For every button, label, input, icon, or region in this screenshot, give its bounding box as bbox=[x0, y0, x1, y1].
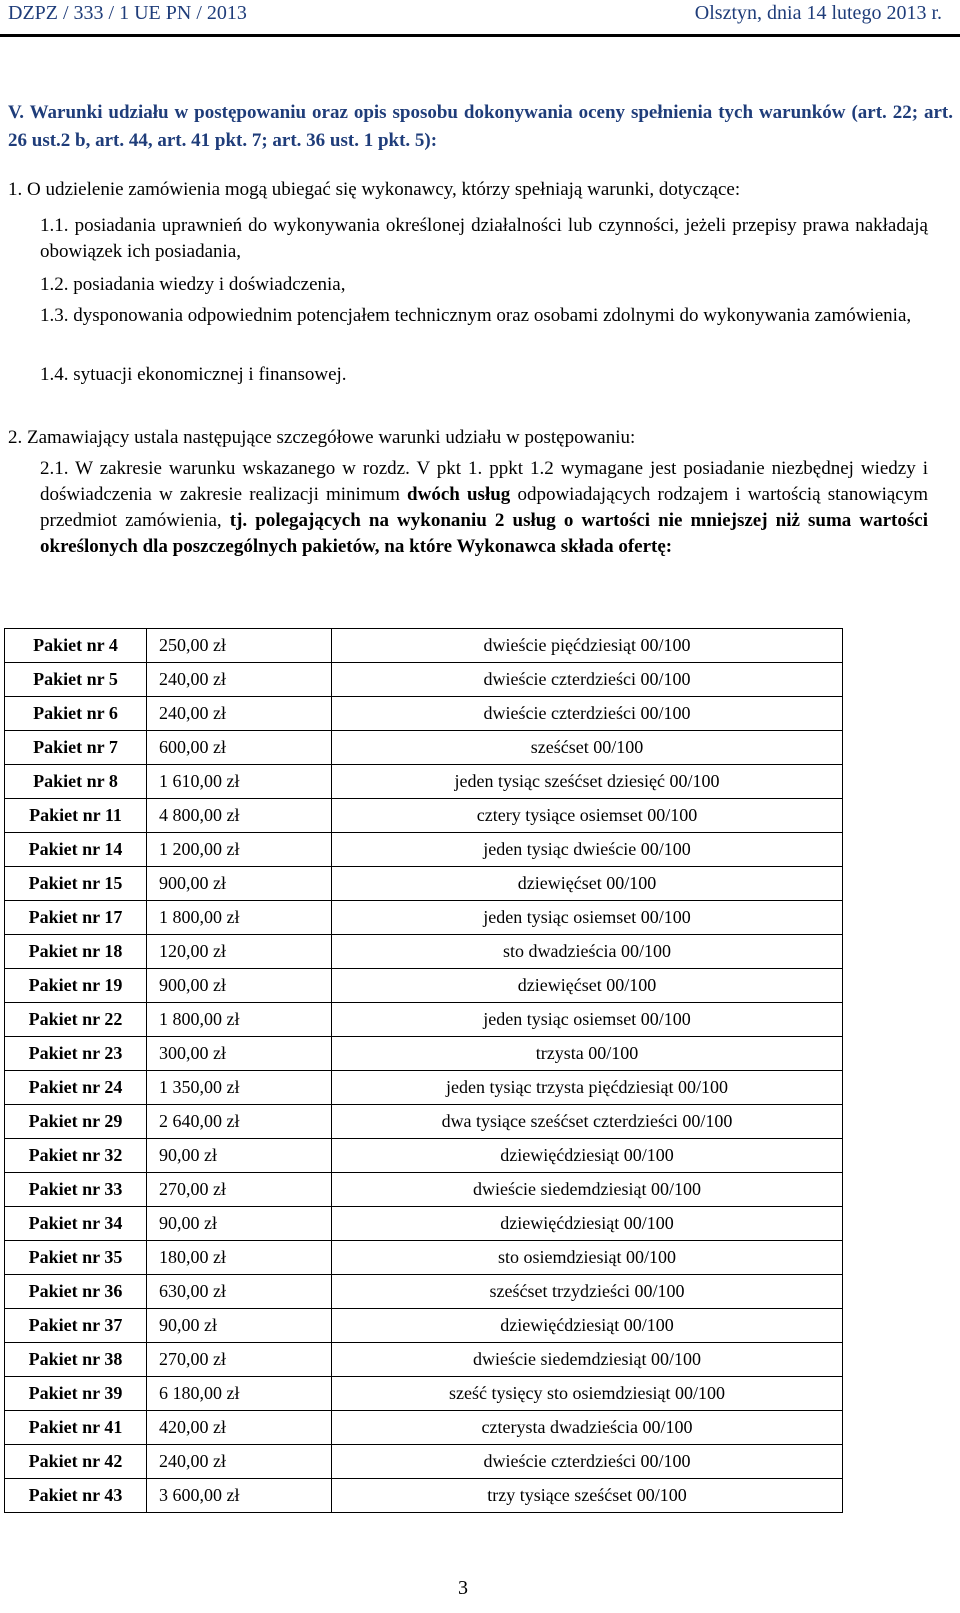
package-name: Pakiet nr 24 bbox=[5, 1071, 147, 1105]
package-name: Pakiet nr 38 bbox=[5, 1343, 147, 1377]
package-amount-words: dziewięćset 00/100 bbox=[332, 969, 843, 1003]
document-reference: DZPZ / 333 / 1 UE PN / 2013 bbox=[8, 2, 247, 24]
package-amount: 240,00 zł bbox=[147, 1445, 332, 1479]
package-amount-words: dwieście czterdzieści 00/100 bbox=[332, 697, 843, 731]
package-amount: 600,00 zł bbox=[147, 731, 332, 765]
package-name: Pakiet nr 11 bbox=[5, 799, 147, 833]
package-amount-words: jeden tysiąc trzysta pięćdziesiąt 00/100 bbox=[332, 1071, 843, 1105]
package-amount: 1 610,00 zł bbox=[147, 765, 332, 799]
place-and-date: Olsztyn, dnia 14 lutego 2013 r. bbox=[694, 2, 942, 24]
package-amount: 1 800,00 zł bbox=[147, 901, 332, 935]
package-amount-words: trzy tysiące sześćset 00/100 bbox=[332, 1479, 843, 1513]
package-amount: 2 640,00 zł bbox=[147, 1105, 332, 1139]
package-amount: 90,00 zł bbox=[147, 1139, 332, 1173]
table-row bbox=[5, 1105, 843, 1139]
package-amount: 1 350,00 zł bbox=[147, 1071, 332, 1105]
package-amount: 90,00 zł bbox=[147, 1309, 332, 1343]
package-amount-words: jeden tysiąc sześćset dziesięć 00/100 bbox=[332, 765, 843, 799]
package-amount: 420,00 zł bbox=[147, 1411, 332, 1445]
paragraph-2-1-bold-d: tj. polegających na wykonaniu 2 usług o wartości nie mniejszej niż suma wartości określonych dla poszczególnych pakietów, na które Wykonawca składa ofertę: bbox=[40, 510, 928, 557]
section-title: V. Warunki udziału w postępowaniu oraz opis sposobu dokonywania oceny spełnienia tych warunków (art. 22; art. 26 ust.2 b, art. 44, art. 41 pkt. 7; art. 36 ust. 1 pkt. 5): bbox=[8, 102, 953, 151]
package-name: Pakiet nr 42 bbox=[5, 1445, 147, 1479]
package-amount-words: trzysta 00/100 bbox=[332, 1037, 843, 1071]
package-amount: 120,00 zł bbox=[147, 935, 332, 969]
package-name: Pakiet nr 43 bbox=[5, 1479, 147, 1513]
paragraph-2-1-text-c: odpowiadających rodzajem i wartością stanowiącym przedmiot zamówienia, bbox=[40, 484, 928, 531]
paragraph-2: 2. Zamawiający ustala następujące szczegółowe warunki udziału w postępowaniu: bbox=[8, 427, 636, 448]
package-amount: 250,00 zł bbox=[147, 629, 332, 663]
table-row bbox=[5, 1377, 843, 1411]
package-amount: 240,00 zł bbox=[147, 697, 332, 731]
page-number: 3 bbox=[458, 1577, 468, 1599]
table-row bbox=[5, 969, 843, 1003]
table-row bbox=[5, 1275, 843, 1309]
package-amount: 900,00 zł bbox=[147, 867, 332, 901]
table-row bbox=[5, 1309, 843, 1343]
table-row bbox=[5, 1479, 843, 1513]
package-amount: 240,00 zł bbox=[147, 663, 332, 697]
package-amount: 1 200,00 zł bbox=[147, 833, 332, 867]
package-amount: 3 600,00 zł bbox=[147, 1479, 332, 1513]
package-amount: 300,00 zł bbox=[147, 1037, 332, 1071]
package-name: Pakiet nr 22 bbox=[5, 1003, 147, 1037]
package-amount-words: sto osiemdziesiąt 00/100 bbox=[332, 1241, 843, 1275]
package-amount-words: sześćset 00/100 bbox=[332, 731, 843, 765]
package-amount-words: dziewięćdziesiąt 00/100 bbox=[332, 1309, 843, 1343]
paragraph-1-3: 1.3. dysponowania odpowiednim potencjałem technicznym oraz osobami zdolnymi do wykonywania zamówienia, bbox=[40, 305, 912, 326]
package-amount: 1 800,00 zł bbox=[147, 1003, 332, 1037]
package-amount-words: jeden tysiąc osiemset 00/100 bbox=[332, 901, 843, 935]
package-amount: 180,00 zł bbox=[147, 1241, 332, 1275]
package-name: Pakiet nr 7 bbox=[5, 731, 147, 765]
package-name: Pakiet nr 23 bbox=[5, 1037, 147, 1071]
package-amount: 270,00 zł bbox=[147, 1343, 332, 1377]
table-row bbox=[5, 833, 843, 867]
package-name: Pakiet nr 32 bbox=[5, 1139, 147, 1173]
package-amount: 6 180,00 zł bbox=[147, 1377, 332, 1411]
paragraph-1-2: 1.2. posiadania wiedzy i doświadczenia, bbox=[40, 274, 346, 295]
table-row bbox=[5, 1445, 843, 1479]
package-amount: 900,00 zł bbox=[147, 969, 332, 1003]
package-name: Pakiet nr 8 bbox=[5, 765, 147, 799]
paragraph-1-4: 1.4. sytuacji ekonomicznej i finansowej. bbox=[40, 364, 347, 385]
table-row bbox=[5, 1003, 843, 1037]
package-name: Pakiet nr 34 bbox=[5, 1207, 147, 1241]
package-amount: 90,00 zł bbox=[147, 1207, 332, 1241]
package-name: Pakiet nr 15 bbox=[5, 867, 147, 901]
package-name: Pakiet nr 35 bbox=[5, 1241, 147, 1275]
table-row bbox=[5, 1173, 843, 1207]
package-amount-words: czterysta dwadzieścia 00/100 bbox=[332, 1411, 843, 1445]
package-amount: 270,00 zł bbox=[147, 1173, 332, 1207]
package-amount-words: dwieście czterdzieści 00/100 bbox=[332, 663, 843, 697]
package-amount-words: dwa tysiące sześćset czterdzieści 00/100 bbox=[332, 1105, 843, 1139]
package-name: Pakiet nr 18 bbox=[5, 935, 147, 969]
package-amount-words: dwieście siedemdziesiąt 00/100 bbox=[332, 1343, 843, 1377]
package-amount-words: sześć tysięcy sto osiemdziesiąt 00/100 bbox=[332, 1377, 843, 1411]
package-amount-words: dziewięćset 00/100 bbox=[332, 867, 843, 901]
package-name: Pakiet nr 29 bbox=[5, 1105, 147, 1139]
package-name: Pakiet nr 36 bbox=[5, 1275, 147, 1309]
table-row bbox=[5, 867, 843, 901]
table-row bbox=[5, 901, 843, 935]
package-amount-words: dziewięćdziesiąt 00/100 bbox=[332, 1139, 843, 1173]
package-amount-words: sto dwadzieścia 00/100 bbox=[332, 935, 843, 969]
packages-table bbox=[4, 628, 843, 1513]
package-name: Pakiet nr 17 bbox=[5, 901, 147, 935]
package-amount: 630,00 zł bbox=[147, 1275, 332, 1309]
paragraph-2-1-bold-b: dwóch usług bbox=[407, 484, 511, 505]
package-amount-words: jeden tysiąc dwieście 00/100 bbox=[332, 833, 843, 867]
table-row bbox=[5, 1411, 843, 1445]
table-row bbox=[5, 765, 843, 799]
package-name: Pakiet nr 14 bbox=[5, 833, 147, 867]
table-row bbox=[5, 1139, 843, 1173]
package-amount-words: cztery tysiące osiemset 00/100 bbox=[332, 799, 843, 833]
package-amount-words: dwieście czterdzieści 00/100 bbox=[332, 1445, 843, 1479]
table-row bbox=[5, 697, 843, 731]
package-amount: 4 800,00 zł bbox=[147, 799, 332, 833]
package-amount-words: dziewięćdziesiąt 00/100 bbox=[332, 1207, 843, 1241]
table-row bbox=[5, 799, 843, 833]
package-name: Pakiet nr 37 bbox=[5, 1309, 147, 1343]
table-row bbox=[5, 663, 843, 697]
paragraph-2-1 bbox=[40, 456, 928, 560]
paragraph-1: 1. O udzielenie zamówienia mogą ubiegać się wykonawcy, którzy spełniają warunki, dotyczące: bbox=[8, 179, 741, 200]
package-name: Pakiet nr 5 bbox=[5, 663, 147, 697]
package-name: Pakiet nr 4 bbox=[5, 629, 147, 663]
paragraph-1-1: 1.1. posiadania uprawnień do wykonywania określonej działalności lub czynności, jeżeli przepisy prawa nakładają obowiązek ich posiadania, bbox=[40, 215, 928, 262]
table-row bbox=[5, 1071, 843, 1105]
package-name: Pakiet nr 6 bbox=[5, 697, 147, 731]
package-amount-words: dwieście siedemdziesiąt 00/100 bbox=[332, 1173, 843, 1207]
package-amount-words: jeden tysiąc osiemset 00/100 bbox=[332, 1003, 843, 1037]
table-row bbox=[5, 1241, 843, 1275]
package-name: Pakiet nr 39 bbox=[5, 1377, 147, 1411]
table-row bbox=[5, 629, 843, 663]
package-amount-words: dwieście pięćdziesiąt 00/100 bbox=[332, 629, 843, 663]
package-name: Pakiet nr 19 bbox=[5, 969, 147, 1003]
package-amount-words: sześćset trzydzieści 00/100 bbox=[332, 1275, 843, 1309]
page-header bbox=[0, 0, 960, 37]
table-row bbox=[5, 1037, 843, 1071]
package-name: Pakiet nr 41 bbox=[5, 1411, 147, 1445]
table-row bbox=[5, 731, 843, 765]
table-row bbox=[5, 1343, 843, 1377]
paragraph-2-1-text-a: 2.1. W zakresie warunku wskazanego w rozdz. V pkt 1. ppkt 1.2 wymagane jest posiadanie niezbędnej wiedzy i doświadczenia w zakresie realizacji minimum bbox=[40, 458, 928, 505]
table-row bbox=[5, 1207, 843, 1241]
package-name: Pakiet nr 33 bbox=[5, 1173, 147, 1207]
table-row bbox=[5, 935, 843, 969]
